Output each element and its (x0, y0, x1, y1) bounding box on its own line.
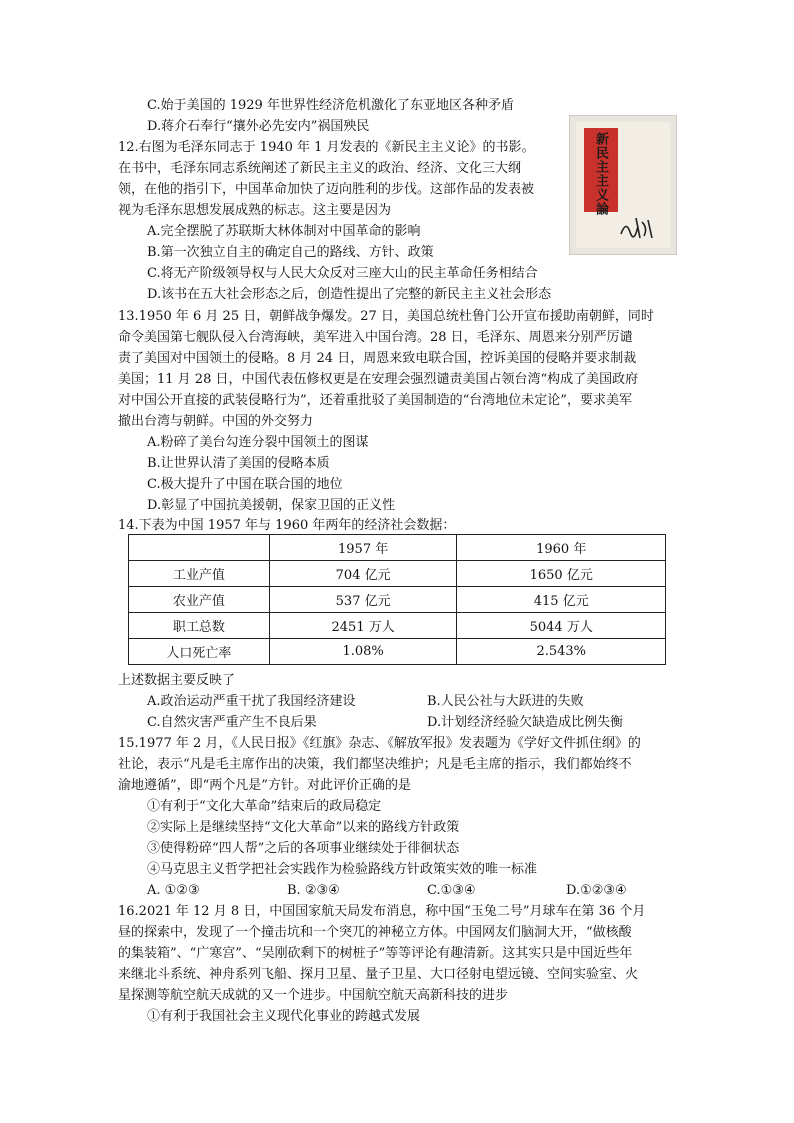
q14-question: 上述数据主要反映了 (118, 673, 236, 688)
table-header-row (129, 535, 666, 561)
q15-stem-line-2: 社论，表示“凡是毛主席作出的决策，我们都坚决维护；凡是毛主席的指示，我们都始终不 (118, 757, 632, 772)
q16-stem-line-2: 昼的探索中，发现了一个撞击坑和一个突兀的神秘立方体。中国网友们脑洞大开，“做核酸 (118, 925, 632, 940)
table-cell: 工业产值 (129, 561, 270, 587)
q13-stem-line-5: 对中国公开直接的武装侵略行为”，还着重批驳了美国制造的“台湾地位未定论”，要求美军 (118, 393, 632, 408)
q16-stem-line-5: 星探测等航空航天成就的又一个进步。中国航空航天高新科技的进步 (118, 988, 509, 1003)
table-cell: 职工总数 (129, 613, 270, 639)
q14-option-a: A.政治运动严重干扰了我国经济建设 (147, 694, 356, 709)
book-signature (618, 214, 658, 242)
q12-stem-line-1: 12.右图为毛泽东同志于 1940 年 1 月发表的《新民主主义论》的书影。 (118, 140, 535, 155)
q13-option-b: B.让世界认清了美国的侵略本质 (147, 456, 330, 471)
q13-option-c: C.极大提升了中国在联合国的地位 (147, 477, 343, 492)
q13-stem-line-4: 美国；11 月 28 日，中国代表伍修权更是在安理会强烈谴责美国占领台湾“构成了美国政府 (118, 372, 639, 387)
q15-option-a: A. ①②③ (147, 883, 200, 898)
q13-stem-line-6: 撤出台湾与朝鲜。中国的外交努力 (118, 414, 314, 429)
q15-option-c: C.①③④ (427, 883, 476, 898)
q11-option-c: C.始于美国的 1929 年世界性经济危机激化了东亚地区各种矛盾 (147, 98, 514, 113)
q16-stem-line-1: 16.2021 年 12 月 8 日，中国国家航天局发布消息，称中国“玉兔二号”月球车在第 36 个月 (118, 904, 646, 919)
q13-option-d: D.彰显了中国抗美援朝，保家卫国的正义性 (147, 498, 396, 513)
q13-stem-line-2: 命令美国第七舰队侵入台湾海峡，美军进入中国台湾。28 日，毛泽东、周恩来分别严厉谴 (118, 330, 633, 345)
data-table (128, 534, 666, 665)
table-header-cell: 1960 年 (457, 535, 666, 561)
q15-stem-line-3: 渝地遵循”，即“两个凡是”方针。对此评价正确的是 (118, 778, 411, 793)
book-cover-image (569, 115, 677, 255)
q15-statement-4: ④马克思主义哲学把社会实践作为检验路线方针政策实效的唯一标准 (147, 862, 538, 877)
q13-stem-line-1: 13.1950 年 6 月 25 日，朝鲜战争爆发。27 日，美国总统杜鲁门公开宣布援助南朝鲜，同时 (118, 309, 654, 324)
q15-option-d: D.①②③④ (566, 883, 627, 898)
table-cell: 704 亿元 (269, 561, 457, 587)
q14-option-c: C.自然灾害严重产生不良后果 (147, 715, 317, 730)
table-cell: 537 亿元 (269, 587, 457, 613)
table-row (129, 613, 666, 639)
q14-option-b: B.人民公社与大跃进的失败 (427, 694, 584, 709)
book-title: 新民主主义論 (593, 132, 608, 216)
table-row (129, 587, 666, 613)
q12-option-a: A.完全摆脱了苏联斯大林体制对中国革命的影响 (147, 224, 421, 239)
q15-statement-1: ①有利于“文化大革命”结束后的政局稳定 (147, 799, 382, 814)
q16-stem-line-3: 的集装箱”、“广寒宫”、“吴刚砍剩下的树桩子”等等评论有趣清新。这其实只是中国近些年 (118, 946, 633, 961)
q15-statement-2: ②实际上是继续坚持“文化大革命”以来的路线方针政策 (147, 820, 460, 835)
table-cell: 2.543% (457, 639, 666, 665)
table-cell: 人口死亡率 (129, 639, 270, 665)
q15-statement-3: ③使得粉碎“四人帮”之后的各项事业继续处于徘徊状态 (147, 841, 460, 856)
book-cover (576, 122, 670, 248)
q14-stem: 14.下表为中国 1957 年与 1960 年两年的经济社会数据： (118, 518, 456, 533)
q14-option-d: D.计划经济经验欠缺造成比例失衡 (427, 715, 624, 730)
table-cell: 农业产值 (129, 587, 270, 613)
q13-option-a: A.粉碎了美台勾连分裂中国领土的图谋 (147, 435, 369, 450)
q12-stem-line-3: 领，在他的指引下，中国革命加快了迈向胜利的步伐。这部作品的发表被 (118, 182, 535, 197)
table-cell: 1650 亿元 (457, 561, 666, 587)
q16-stem-line-4: 来继北斗系统、神舟系列飞船、探月卫星、量子卫星、大口径射电望远镜、空间实验室、火 (118, 967, 639, 982)
table-cell: 415 亿元 (457, 587, 666, 613)
q15-stem-line-1: 15.1977 年 2 月，《人民日报》《红旗》杂志、《解放军报》发表题为《学好文件抓住纲》的 (118, 736, 641, 751)
q12-option-c: C.将无产阶级领导权与人民大众反对三座大山的民主革命任务相结合 (147, 266, 538, 281)
q11-option-d: D.蒋介石奉行“攘外必先安内”祸国殃民 (147, 119, 370, 134)
table-header-cell (129, 535, 270, 561)
q12-option-d: D.该书在五大社会形态之后，创造性提出了完整的新民主主义社会形态 (147, 287, 552, 302)
q12-stem-line-2: 在书中，毛泽东同志系统阐述了新民主主义的政治、经济、文化三大纲 (118, 161, 522, 176)
q13-stem-line-3: 责了美国对中国领土的侵略。8 月 24 日，周恩来致电联合国，控诉美国的侵略并要求制裁 (118, 351, 637, 366)
table-cell: 1.08% (269, 639, 457, 665)
table-cell: 2451 万人 (269, 613, 457, 639)
q16-statement-1: ①有利于我国社会主义现代化事业的跨越式发展 (147, 1009, 421, 1024)
table-row (129, 561, 666, 587)
q15-option-b: B. ②③④ (287, 883, 340, 898)
table-cell: 5044 万人 (457, 613, 666, 639)
table-row (129, 639, 666, 665)
q12-option-b: B.第一次独立自主的确定自己的路线、方针、政策 (147, 245, 434, 260)
q12-stem-line-4: 视为毛泽东思想发展成熟的标志。这主要是因为 (118, 203, 392, 218)
table-header-cell: 1957 年 (269, 535, 457, 561)
